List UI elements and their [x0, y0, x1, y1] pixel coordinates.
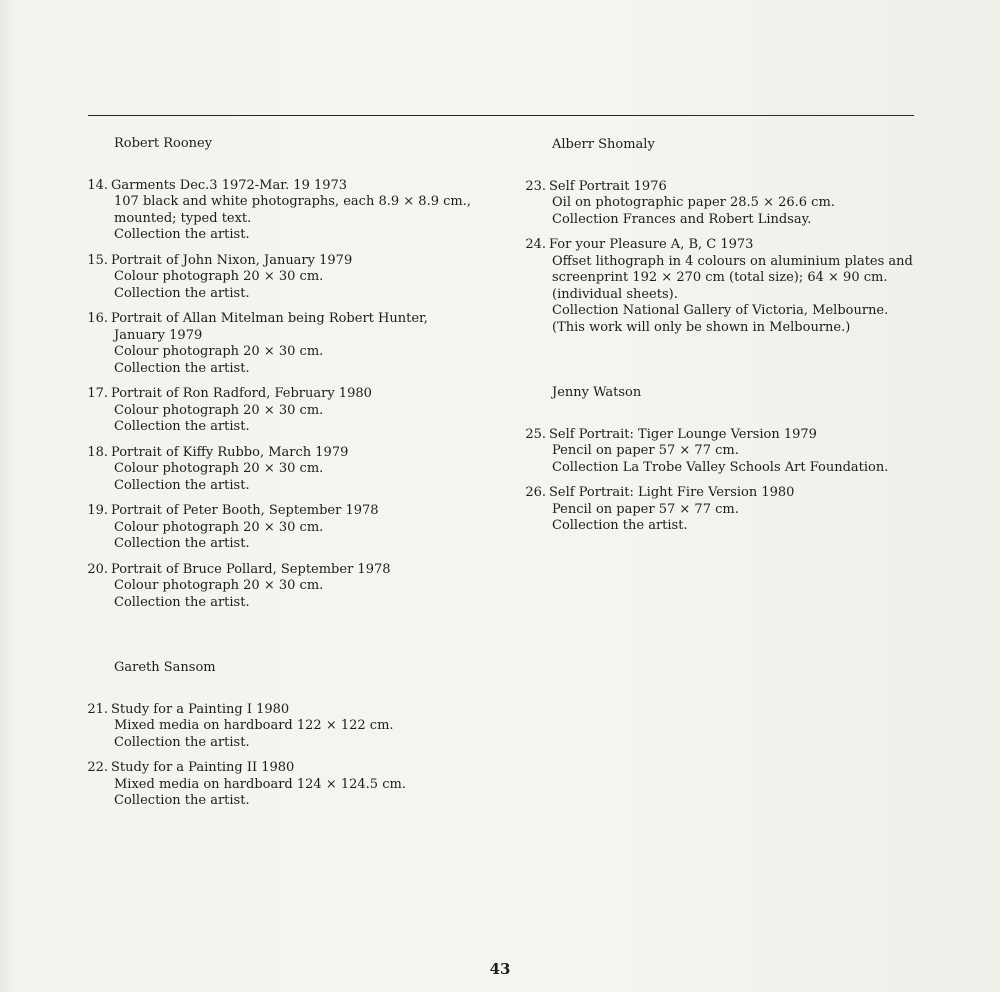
entry-title: Portrait of Bruce Pollard, September 1978: [111, 561, 391, 577]
catalogue-entry: [78, 445, 498, 495]
entry-title: Portrait of Allan Mitelman being Robert Hunter,: [111, 311, 428, 326]
entry-detail-line: Collection the artist.: [114, 419, 250, 434]
entry-detail-line: Collection Frances and Robert Lindsay.: [552, 211, 812, 227]
entry-number: 23.: [525, 178, 546, 194]
entry-number: 25.: [525, 426, 546, 442]
entry-detail-line: Colour photograph 20 × 30 cm.: [114, 344, 324, 359]
catalogue-entry: [78, 503, 498, 553]
entry-title: Portrait of Ron Radford, February 1980: [111, 386, 372, 401]
entry-title: Study for a Painting II 1980: [111, 760, 295, 775]
entry-detail-line: Pencil on paper 57 × 77 cm.: [552, 443, 739, 458]
catalogue-entry: [78, 311, 498, 377]
entry-title: Self Portrait: Light Fire Version 1980: [549, 485, 795, 500]
entry-number: 26.: [525, 485, 546, 500]
catalogue-entry: [78, 178, 498, 244]
entry-detail-line: Colour photograph 20 × 30 cm.: [114, 519, 324, 535]
artist-name: Alberr Shomaly: [552, 137, 655, 152]
entry-detail-line: 107 black and white photographs, each 8.9 × 8.9 cm.,: [114, 194, 471, 209]
catalogue-entry: [78, 562, 498, 612]
entry-detail-line: January 1979: [114, 327, 203, 343]
catalogue-entry: [516, 237, 936, 336]
entry-detail-line: mounted; typed text.: [114, 210, 252, 226]
entry-title: Portrait of John Nixon, January 1979: [111, 252, 353, 268]
entry-title: Self Portrait 1976: [549, 178, 667, 194]
catalogue-entry: [78, 702, 498, 752]
entry-detail-line: (individual sheets).: [552, 286, 678, 302]
catalogue-entry: [516, 485, 936, 535]
entry-detail-line: Collection the artist.: [114, 477, 250, 493]
entry-detail-line: Collection the artist.: [552, 518, 688, 533]
entry-number: 14.: [87, 177, 108, 193]
entry-title: Self Portrait: Tiger Lounge Version 1979: [549, 426, 817, 442]
entry-detail-line: Colour photograph 20 × 30 cm.: [114, 578, 324, 593]
entry-detail-line: Collection La Trobe Valley Schools Art Foundation.: [552, 459, 889, 475]
entry-number: 15.: [87, 252, 108, 268]
catalogue-entry: [516, 179, 936, 229]
entry-title: Garments Dec.3 1972-Mar. 19 1973: [111, 177, 348, 193]
entry-title: Portrait of Peter Booth, September 1978: [111, 503, 379, 518]
entry-detail-line: Collection the artist.: [114, 285, 250, 301]
entry-detail-line: Collection the artist.: [114, 360, 250, 376]
entry-detail-line: (This work will only be shown in Melbourne.): [552, 319, 851, 335]
catalogue-entry: [78, 760, 498, 810]
entry-detail-line: Oil on photographic paper 28.5 × 26.6 cm.: [552, 195, 835, 210]
left-column: [78, 136, 498, 819]
artist-name: Robert Rooney: [114, 136, 213, 151]
entry-detail-line: Collection the artist.: [114, 734, 250, 750]
entry-detail-line: screenprint 192 × 270 cm (total size); 64 × 90 cm.: [552, 270, 888, 285]
section-gap: [78, 620, 498, 660]
entry-detail-line: Colour photograph 20 × 30 cm.: [114, 461, 324, 476]
right-column: [516, 137, 936, 544]
entry-title: Portrait of Kiffy Rubbo, March 1979: [111, 444, 349, 460]
entry-detail-line: Pencil on paper 57 × 77 cm.: [552, 501, 739, 517]
entry-title: Study for a Painting I 1980: [111, 701, 290, 717]
top-rule: [88, 115, 914, 116]
page-number: 43: [489, 960, 511, 978]
entry-detail-line: Collection the artist.: [114, 793, 250, 808]
entry-number: 16.: [87, 311, 108, 326]
entry-title: For your Pleasure A, B, C 1973: [549, 237, 754, 252]
section-gap: [516, 345, 936, 385]
entry-number: 21.: [87, 701, 108, 717]
entry-detail-line: Mixed media on hardboard 124 × 124.5 cm.: [114, 776, 406, 792]
entry-detail-line: Mixed media on hardboard 122 × 122 cm.: [114, 718, 394, 733]
artist-name: Jenny Watson: [552, 385, 642, 400]
entry-detail-line: Collection the artist.: [114, 536, 250, 551]
entry-number: 24.: [525, 237, 546, 252]
catalogue-entry: [78, 386, 498, 436]
entry-detail-line: Collection the artist.: [114, 594, 250, 610]
entry-detail-line: Colour photograph 20 × 30 cm.: [114, 402, 324, 418]
entry-number: 19.: [87, 503, 108, 518]
entry-number: 17.: [87, 386, 108, 401]
entry-number: 20.: [87, 561, 108, 577]
entry-detail-line: Collection the artist.: [114, 227, 250, 242]
entry-detail-line: Colour photograph 20 × 30 cm.: [114, 269, 324, 284]
entry-detail-line: Collection National Gallery of Victoria, Melbourne.: [552, 303, 889, 318]
catalogue-entry: [516, 427, 936, 477]
entry-number: 22.: [87, 760, 108, 775]
entry-detail-line: Offset lithograph in 4 colours on aluminium plates and: [552, 253, 913, 269]
artist-name: Gareth Sansom: [114, 660, 216, 675]
catalogue-entry: [78, 253, 498, 303]
entry-number: 18.: [87, 444, 108, 460]
